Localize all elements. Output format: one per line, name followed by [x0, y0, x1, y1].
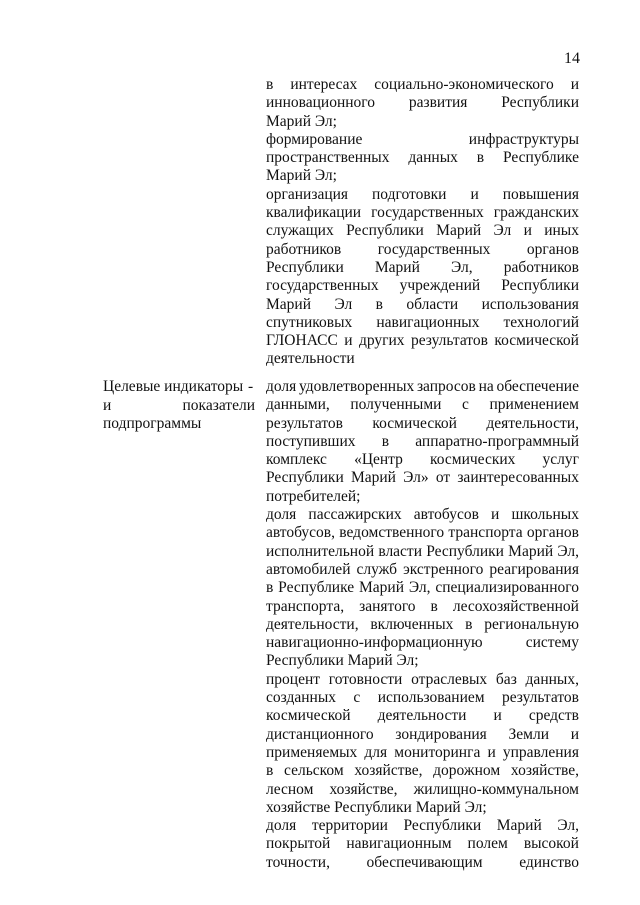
text-line	[266, 561, 579, 579]
word: «Центр	[354, 451, 403, 469]
word: иных	[544, 222, 579, 240]
word: в	[266, 762, 274, 780]
word: социально-экономического	[374, 76, 554, 93]
text-line	[266, 543, 579, 561]
word: систему	[525, 634, 579, 652]
word: доля	[266, 817, 297, 835]
word: в	[266, 579, 274, 597]
word: и	[491, 506, 500, 524]
text-line	[266, 835, 579, 853]
word: формирование	[266, 130, 363, 148]
word: космических	[430, 451, 516, 469]
text-line	[266, 451, 579, 469]
word: и	[487, 743, 496, 761]
word: данных	[408, 149, 458, 167]
text-line	[266, 506, 579, 524]
text-line	[266, 488, 579, 506]
text-line	[266, 149, 579, 167]
word: для	[364, 743, 388, 761]
text-line	[266, 744, 579, 762]
word: Марий	[350, 469, 396, 487]
word: автобусов	[413, 506, 479, 524]
word: автомобилей	[266, 560, 351, 578]
section-goals-text	[266, 76, 579, 369]
word: Республике	[503, 149, 579, 167]
word: транспорта	[448, 524, 523, 542]
word: данными,	[266, 396, 330, 414]
word: покрытой	[266, 835, 331, 853]
word: служб	[356, 560, 398, 578]
text-line	[266, 76, 579, 94]
text-line	[266, 579, 579, 597]
text-line	[266, 296, 579, 314]
text-line	[266, 314, 579, 332]
text-line	[266, 113, 579, 131]
word: инновационного	[266, 94, 376, 112]
word: работников	[266, 240, 342, 258]
word: Эл,	[557, 542, 579, 560]
word: и	[570, 76, 579, 93]
label-word: подпрограммы	[103, 415, 202, 432]
word: точности,	[266, 853, 330, 871]
label-word: и	[103, 396, 112, 414]
text-line	[266, 94, 579, 112]
word: ведомственного	[339, 524, 445, 542]
text-line	[266, 259, 579, 277]
word: Марий	[496, 817, 542, 835]
word: и	[344, 332, 353, 350]
word: реагирования	[489, 560, 579, 578]
word: в	[375, 295, 383, 313]
word: хозяйстве,	[354, 762, 423, 780]
word: Эл	[334, 295, 353, 313]
word: в	[430, 597, 438, 615]
word: на	[478, 378, 494, 395]
word: с	[462, 396, 469, 414]
word: применяемых	[266, 743, 358, 761]
word: Марий	[436, 222, 482, 240]
word: хозяйстве Республики Марий Эл;	[266, 798, 487, 816]
indicators-text	[266, 378, 579, 872]
word: использования	[481, 295, 579, 313]
text-line	[266, 762, 579, 780]
word: дорожном	[433, 762, 501, 780]
word: управления	[502, 743, 579, 761]
word: хозяйстве,	[329, 780, 398, 798]
word: космической	[494, 332, 579, 350]
word: территории	[311, 817, 388, 835]
word: доля	[266, 506, 297, 524]
word: интересах	[290, 76, 358, 93]
word: созданных	[266, 689, 336, 707]
word: деятельности,	[266, 615, 359, 633]
word: деятельности	[266, 350, 355, 368]
indicators-label	[103, 378, 255, 434]
text-line	[266, 277, 579, 295]
word: полем	[467, 835, 508, 853]
text-line	[266, 652, 579, 670]
word: заинтересованных	[457, 469, 579, 487]
word: государственных	[266, 277, 379, 295]
word: сельском	[284, 762, 344, 780]
word: Марий	[374, 258, 420, 276]
text-line	[266, 707, 579, 725]
text-line	[266, 598, 579, 616]
word: спутниковых	[266, 313, 353, 331]
word: Марий	[508, 542, 554, 560]
word: высокой	[523, 835, 579, 853]
word: обеспечение	[496, 378, 579, 395]
text-line	[266, 726, 579, 744]
word: органов	[526, 240, 579, 258]
text-line	[266, 415, 579, 433]
text-line	[266, 616, 579, 634]
word: удовлетворенных	[298, 378, 415, 395]
word: готовности	[328, 670, 403, 688]
word: Республики	[403, 817, 482, 835]
word: аппаратно-программный	[415, 432, 579, 450]
word: пространственных	[266, 149, 390, 167]
word: Эл	[493, 222, 512, 240]
word: и	[570, 725, 579, 743]
word: работников	[503, 258, 579, 276]
word: школьных	[511, 506, 579, 524]
word: данных,	[525, 670, 579, 688]
word: хозяйстве,	[510, 762, 579, 780]
text-line	[266, 396, 579, 414]
label-word: показатели	[182, 396, 255, 414]
label-line	[103, 415, 255, 434]
word: органов	[526, 524, 579, 542]
word: дистанционного	[266, 725, 374, 743]
label-line	[103, 378, 255, 397]
text-line	[266, 634, 579, 652]
word: жилищно-коммунальном	[413, 780, 579, 798]
word: обеспечивающим	[366, 853, 483, 871]
word: квалификации	[266, 204, 362, 222]
text-line	[266, 781, 579, 799]
word: навигационно-информационную	[266, 634, 483, 652]
word: Марий Эл;	[266, 167, 337, 185]
word: области	[406, 295, 459, 313]
word: в	[266, 76, 274, 93]
text-line	[266, 332, 579, 350]
word: Республики	[501, 94, 579, 112]
word: навигационных	[376, 313, 480, 331]
text-line	[266, 204, 579, 222]
word: отраслевых	[411, 670, 488, 688]
word: применением	[489, 396, 579, 414]
word: Эл,	[408, 579, 431, 597]
word: ГЛОНАСС	[266, 332, 338, 350]
word: использованием	[377, 689, 485, 707]
word: транспорта,	[266, 597, 345, 615]
word: мониторинга	[394, 743, 481, 761]
page-number: 14	[564, 50, 580, 67]
word: региональную	[484, 615, 579, 633]
word: навигационным	[346, 835, 452, 853]
word: единство	[519, 853, 579, 871]
text-line	[266, 854, 579, 872]
label-word: Целевые индикаторы	[103, 378, 244, 395]
word: доля	[266, 378, 297, 395]
text-line	[266, 689, 579, 707]
word: автобусов,	[266, 524, 336, 542]
word: государственных	[377, 240, 491, 258]
word: других	[358, 332, 405, 350]
word: служащих	[266, 222, 334, 240]
word: инфраструктуры	[468, 130, 579, 148]
text-line	[266, 817, 579, 835]
word: средств	[528, 707, 579, 725]
word: с	[353, 689, 361, 707]
word: и	[493, 707, 502, 725]
word: Земли	[508, 725, 549, 743]
word: результатов	[501, 689, 579, 707]
word: технологий	[503, 313, 579, 331]
word: Республики	[426, 542, 504, 560]
word: и	[523, 222, 532, 240]
word: занятого	[359, 597, 416, 615]
word: деятельности	[377, 707, 467, 725]
label-line	[103, 397, 255, 416]
word: лесном	[266, 780, 314, 798]
word: Республики	[346, 222, 424, 240]
text-line	[266, 350, 579, 368]
word: результатов	[410, 332, 488, 350]
word: полученными	[350, 396, 442, 414]
word: Эл,	[451, 258, 473, 276]
word: гражданских	[493, 204, 579, 222]
word: Марий	[266, 295, 312, 313]
text-line	[266, 222, 579, 240]
word: экстренного	[403, 560, 484, 578]
word: развития	[408, 94, 468, 112]
word: деятельности,	[486, 414, 579, 432]
word: в	[381, 432, 390, 450]
word: государственных	[371, 204, 484, 222]
text-line	[266, 469, 579, 487]
text-line	[266, 433, 579, 451]
word: и	[470, 185, 479, 203]
word: космической	[372, 414, 457, 432]
word: специализированного	[435, 579, 579, 597]
text-line	[266, 167, 579, 185]
word: в	[465, 615, 473, 633]
word: пассажирских	[308, 506, 402, 524]
text-line	[266, 799, 579, 817]
word: комплекс	[266, 451, 327, 469]
word: учреждений	[399, 277, 481, 295]
text-line	[266, 131, 579, 149]
text-line	[266, 671, 579, 689]
word: Эл»	[403, 469, 429, 487]
word: поступивших	[266, 432, 356, 450]
word: повышения	[502, 185, 579, 203]
word: Марий Эл;	[266, 112, 337, 130]
word: процент	[266, 670, 321, 688]
word: Республики Марий Эл;	[266, 652, 419, 670]
word: в	[476, 149, 485, 167]
word: подготовки	[372, 185, 447, 203]
word: Республики	[266, 469, 344, 487]
text-line	[266, 524, 579, 542]
word: Республики	[501, 277, 579, 295]
text-line	[266, 186, 579, 204]
word: Республике	[278, 579, 355, 597]
text-line	[266, 378, 579, 396]
word: услуг	[542, 451, 579, 469]
text-line	[266, 241, 579, 259]
word: космической	[266, 707, 351, 725]
word: от	[435, 469, 451, 487]
word: Республики	[266, 258, 344, 276]
word: потребителей;	[266, 487, 361, 505]
word: исполнительной	[266, 542, 375, 560]
word: лесохозяйственной	[452, 597, 579, 615]
word: зондирования	[395, 725, 487, 743]
word: результатов	[266, 414, 343, 432]
word: запросов	[416, 378, 476, 395]
word: включенных	[370, 615, 454, 633]
label-dash: -	[248, 378, 254, 395]
word: баз	[495, 670, 517, 688]
word: организация	[266, 185, 349, 203]
word: власти	[378, 542, 423, 560]
word: Эл,	[557, 817, 579, 835]
word: Марий	[358, 579, 404, 597]
